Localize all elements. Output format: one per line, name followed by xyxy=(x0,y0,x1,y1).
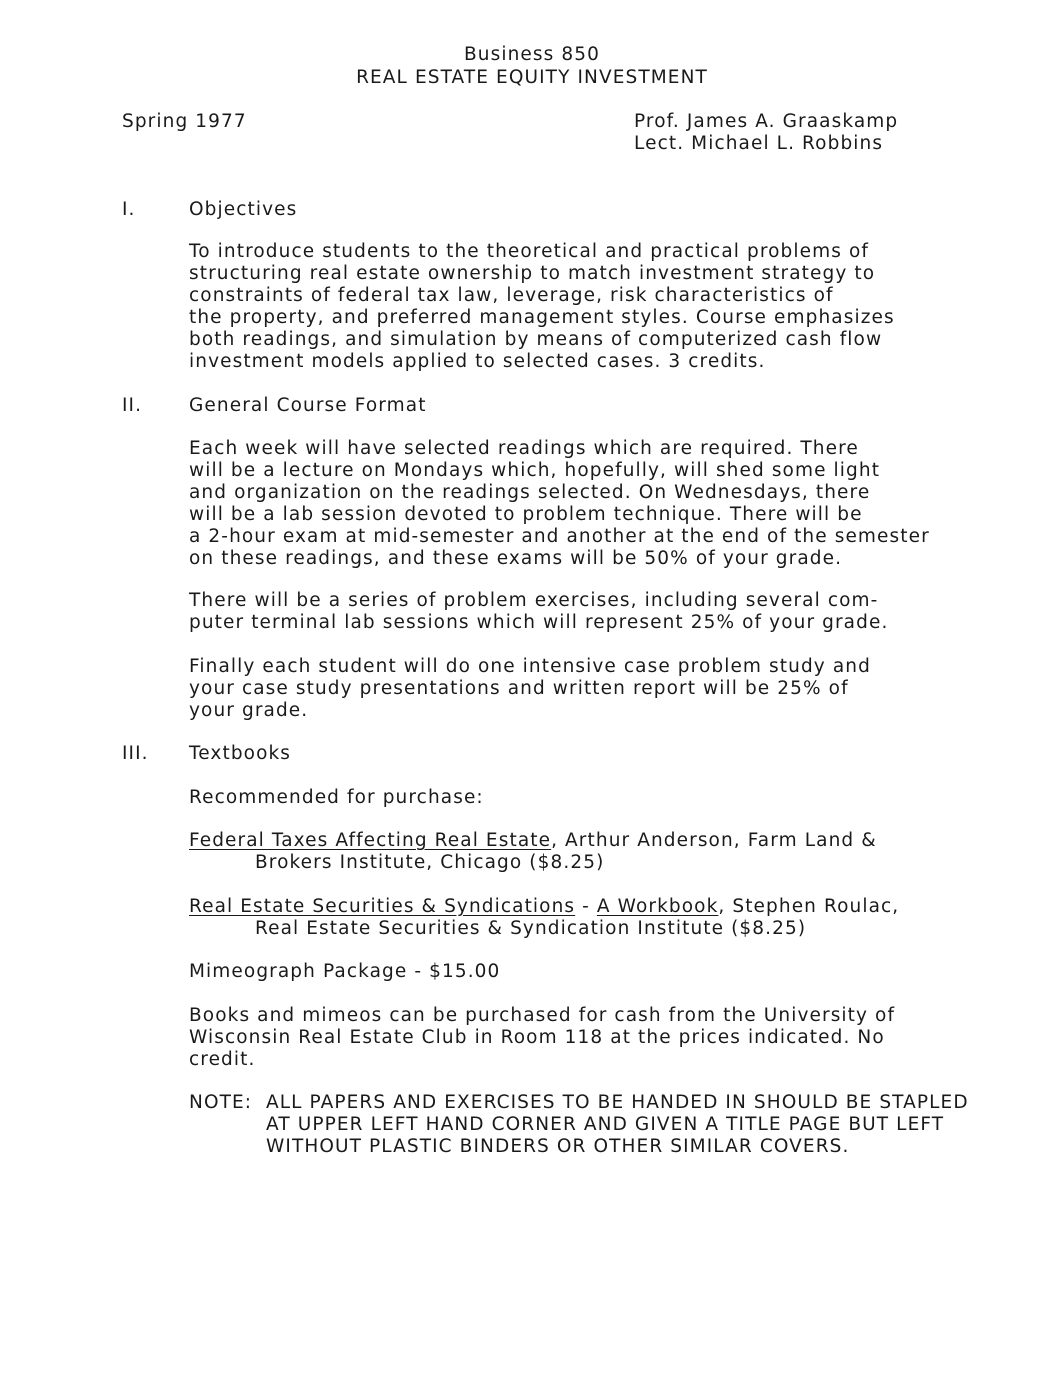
recommended-label: Recommended for purchase: xyxy=(189,787,484,808)
text-line: puter terminal lab sessions which will represent 25% of your grade. xyxy=(189,612,889,633)
book-entry-1 xyxy=(189,830,969,874)
text-line: your case study presentations and written report will be 25% of xyxy=(189,678,849,699)
section-numeral: III. xyxy=(122,743,149,764)
section-heading-objectives: Objectives xyxy=(189,199,298,220)
text-line: Each week will have selected readings which are required. There xyxy=(189,438,859,459)
note-text xyxy=(266,1092,969,1158)
text-line: credit. xyxy=(189,1049,256,1070)
book-title: Federal Taxes Affecting Real Estate xyxy=(189,830,552,851)
text-line: WITHOUT PLASTIC BINDERS OR OTHER SIMILAR COVERS. xyxy=(266,1136,850,1157)
title-separator: - xyxy=(575,896,597,917)
text-line: a 2-hour exam at mid-semester and another at the end of the semester xyxy=(189,526,930,547)
text-line: investment models applied to selected cases. 3 credits. xyxy=(189,351,766,372)
book-publisher: Real Estate Securities & Syndication Institute ($8.25) xyxy=(255,918,807,939)
book-details: , Arthur Anderson, Farm Land & xyxy=(551,830,877,851)
text-line: and organization on the readings selected. On Wednesdays, there xyxy=(189,482,871,503)
format-paragraph-1 xyxy=(189,438,969,570)
text-line: your grade. xyxy=(189,700,309,721)
instructor-lecturer: Lect. Michael L. Robbins xyxy=(634,133,884,154)
text-line: To introduce students to the theoretical and practical problems of xyxy=(189,241,869,262)
text-line: will be a lecture on Mondays which, hopefully, will shed some light xyxy=(189,460,881,481)
course-title: REAL ESTATE EQUITY INVESTMENT xyxy=(356,67,708,88)
text-line: will be a lab session devoted to problem technique. There will be xyxy=(189,504,863,525)
text-line: ALL PAPERS AND EXERCISES TO BE HANDED IN SHOULD BE STAPLED xyxy=(266,1092,969,1113)
format-paragraph-3 xyxy=(189,656,969,722)
term: Spring 1977 xyxy=(122,111,247,132)
text-line: Finally each student will do one intensive case problem study and xyxy=(189,656,871,677)
objectives-paragraph xyxy=(189,241,969,373)
section-numeral: I. xyxy=(122,199,136,220)
course-number: Business 850 xyxy=(464,44,600,65)
instructor-professor: Prof. James A. Graaskamp xyxy=(634,111,899,132)
format-paragraph-2 xyxy=(189,590,969,634)
book-line xyxy=(189,896,969,918)
book-publisher: Brokers Institute, Chicago ($8.25) xyxy=(255,852,605,873)
text-line: on these readings, and these exams will be 50% of your grade. xyxy=(189,548,843,569)
book-title: Real Estate Securities & Syndications xyxy=(189,896,576,917)
section-heading-textbooks: Textbooks xyxy=(189,743,292,764)
note-label: NOTE: xyxy=(189,1092,253,1113)
purchase-paragraph xyxy=(189,1005,969,1071)
book-entry-2 xyxy=(189,896,969,940)
section-numeral: II. xyxy=(122,395,143,416)
mimeograph-package: Mimeograph Package - $15.00 xyxy=(189,961,501,982)
text-line: There will be a series of problem exercises, including several com- xyxy=(189,590,879,611)
book-line xyxy=(189,830,969,852)
text-line: Books and mimeos can be purchased for cash from the University of xyxy=(189,1005,896,1026)
text-line: the property, and preferred management styles. Course emphasizes xyxy=(189,307,895,328)
text-line: both readings, and simulation by means of computerized cash flow xyxy=(189,329,883,350)
book-subtitle: A Workbook xyxy=(596,896,719,917)
text-line: AT UPPER LEFT HAND CORNER AND GIVEN A TITLE PAGE BUT LEFT xyxy=(266,1114,945,1135)
section-heading-format: General Course Format xyxy=(189,395,427,416)
text-line: constraints of federal tax law, leverage, risk characteristics of xyxy=(189,285,834,306)
text-line: structuring real estate ownership to match investment strategy to xyxy=(189,263,876,284)
text-line: Wisconsin Real Estate Club in Room 118 at the prices indicated. No xyxy=(189,1027,885,1048)
book-details: , Stephen Roulac, xyxy=(718,896,900,917)
